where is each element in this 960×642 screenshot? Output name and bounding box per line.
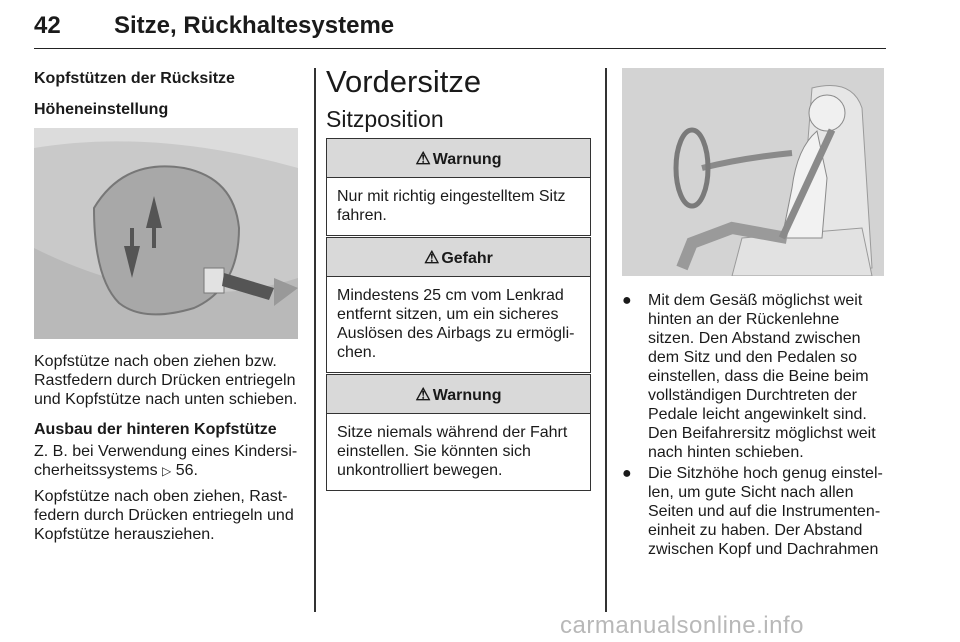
section-heading: Kopfstützen der Rücksitze [34, 70, 235, 87]
warning-triangle-icon: ⚠ [424, 248, 440, 267]
warning-triangle-icon: ⚠ [415, 385, 431, 404]
warning-box: ⚠ Warnung Sitze niemals während der Fahrt einstellen. Sie könnten sich unkontrolliert bewegen. [326, 374, 591, 491]
list-item: ● Die Sitzhöhe hoch genug einstel‐ len, um gute Sicht nach allen Seiten und auf die Instrumenten‐ einheit zu haben. Der Abstand zwischen Kopf und Dachrahmen [622, 465, 883, 558]
danger-box: ⚠ Gefahr Mindestens 25 cm vom Lenkrad entfernt sitzen, um ein sicheres Auslösen des Airbags zu ermögli‐ chen. [326, 237, 591, 373]
list-item: ● Mit dem Gesäß möglichst weit hinten an der Rückenlehne sitzen. Den Abstand zwischen dem Sitz und den Pedalen so einstellen, dass die Beine beim vollständigen Durchtreten der Pedale leicht angewinkelt sind. Den Beifahrersitz möglichst weit nach hinten schieben. [622, 292, 876, 461]
page-number: 42 [34, 12, 61, 39]
warning-triangle-icon: ⚠ [415, 149, 431, 168]
column-divider [605, 68, 607, 612]
warning-box: ⚠ Warnung Nur mit richtig eingestelltem Sitz fahren. [326, 138, 591, 236]
column-divider [314, 68, 316, 612]
watermark: carmanualsonline.info [560, 612, 804, 639]
headrest-illustration [34, 128, 298, 339]
subsection-heading: Ausbau der hinteren Kopfstütze [34, 421, 277, 438]
bullet-icon: ● [622, 292, 632, 309]
bullet-icon: ● [622, 465, 632, 482]
chapter-title: Sitze, Rückhaltesysteme [114, 12, 395, 39]
paragraph: Kopfstütze nach oben ziehen bzw. Rastfedern durch Drücken entriegeln und Kopfstütze nach unten schieben. [34, 353, 298, 408]
section-subtitle: Sitzposition [326, 106, 444, 132]
section-title: Vordersitze [326, 64, 482, 99]
subsection-heading: Höheneinstellung [34, 101, 169, 118]
paragraph: Z. B. bei Verwendung eines Kindersi‐ cherheitssystems ▷ 56. [34, 443, 298, 479]
paragraph: Kopfstütze nach oben ziehen, Rast‐ federn durch Drücken entriegeln und Kopfstütze herausziehen. [34, 488, 294, 543]
page-header [34, 6, 886, 49]
triangle-arrow-icon[interactable]: ▷ [162, 464, 172, 478]
driver-seat-drawing [622, 68, 884, 276]
seating-position-illustration [622, 68, 884, 276]
headrest-drawing [34, 128, 298, 339]
